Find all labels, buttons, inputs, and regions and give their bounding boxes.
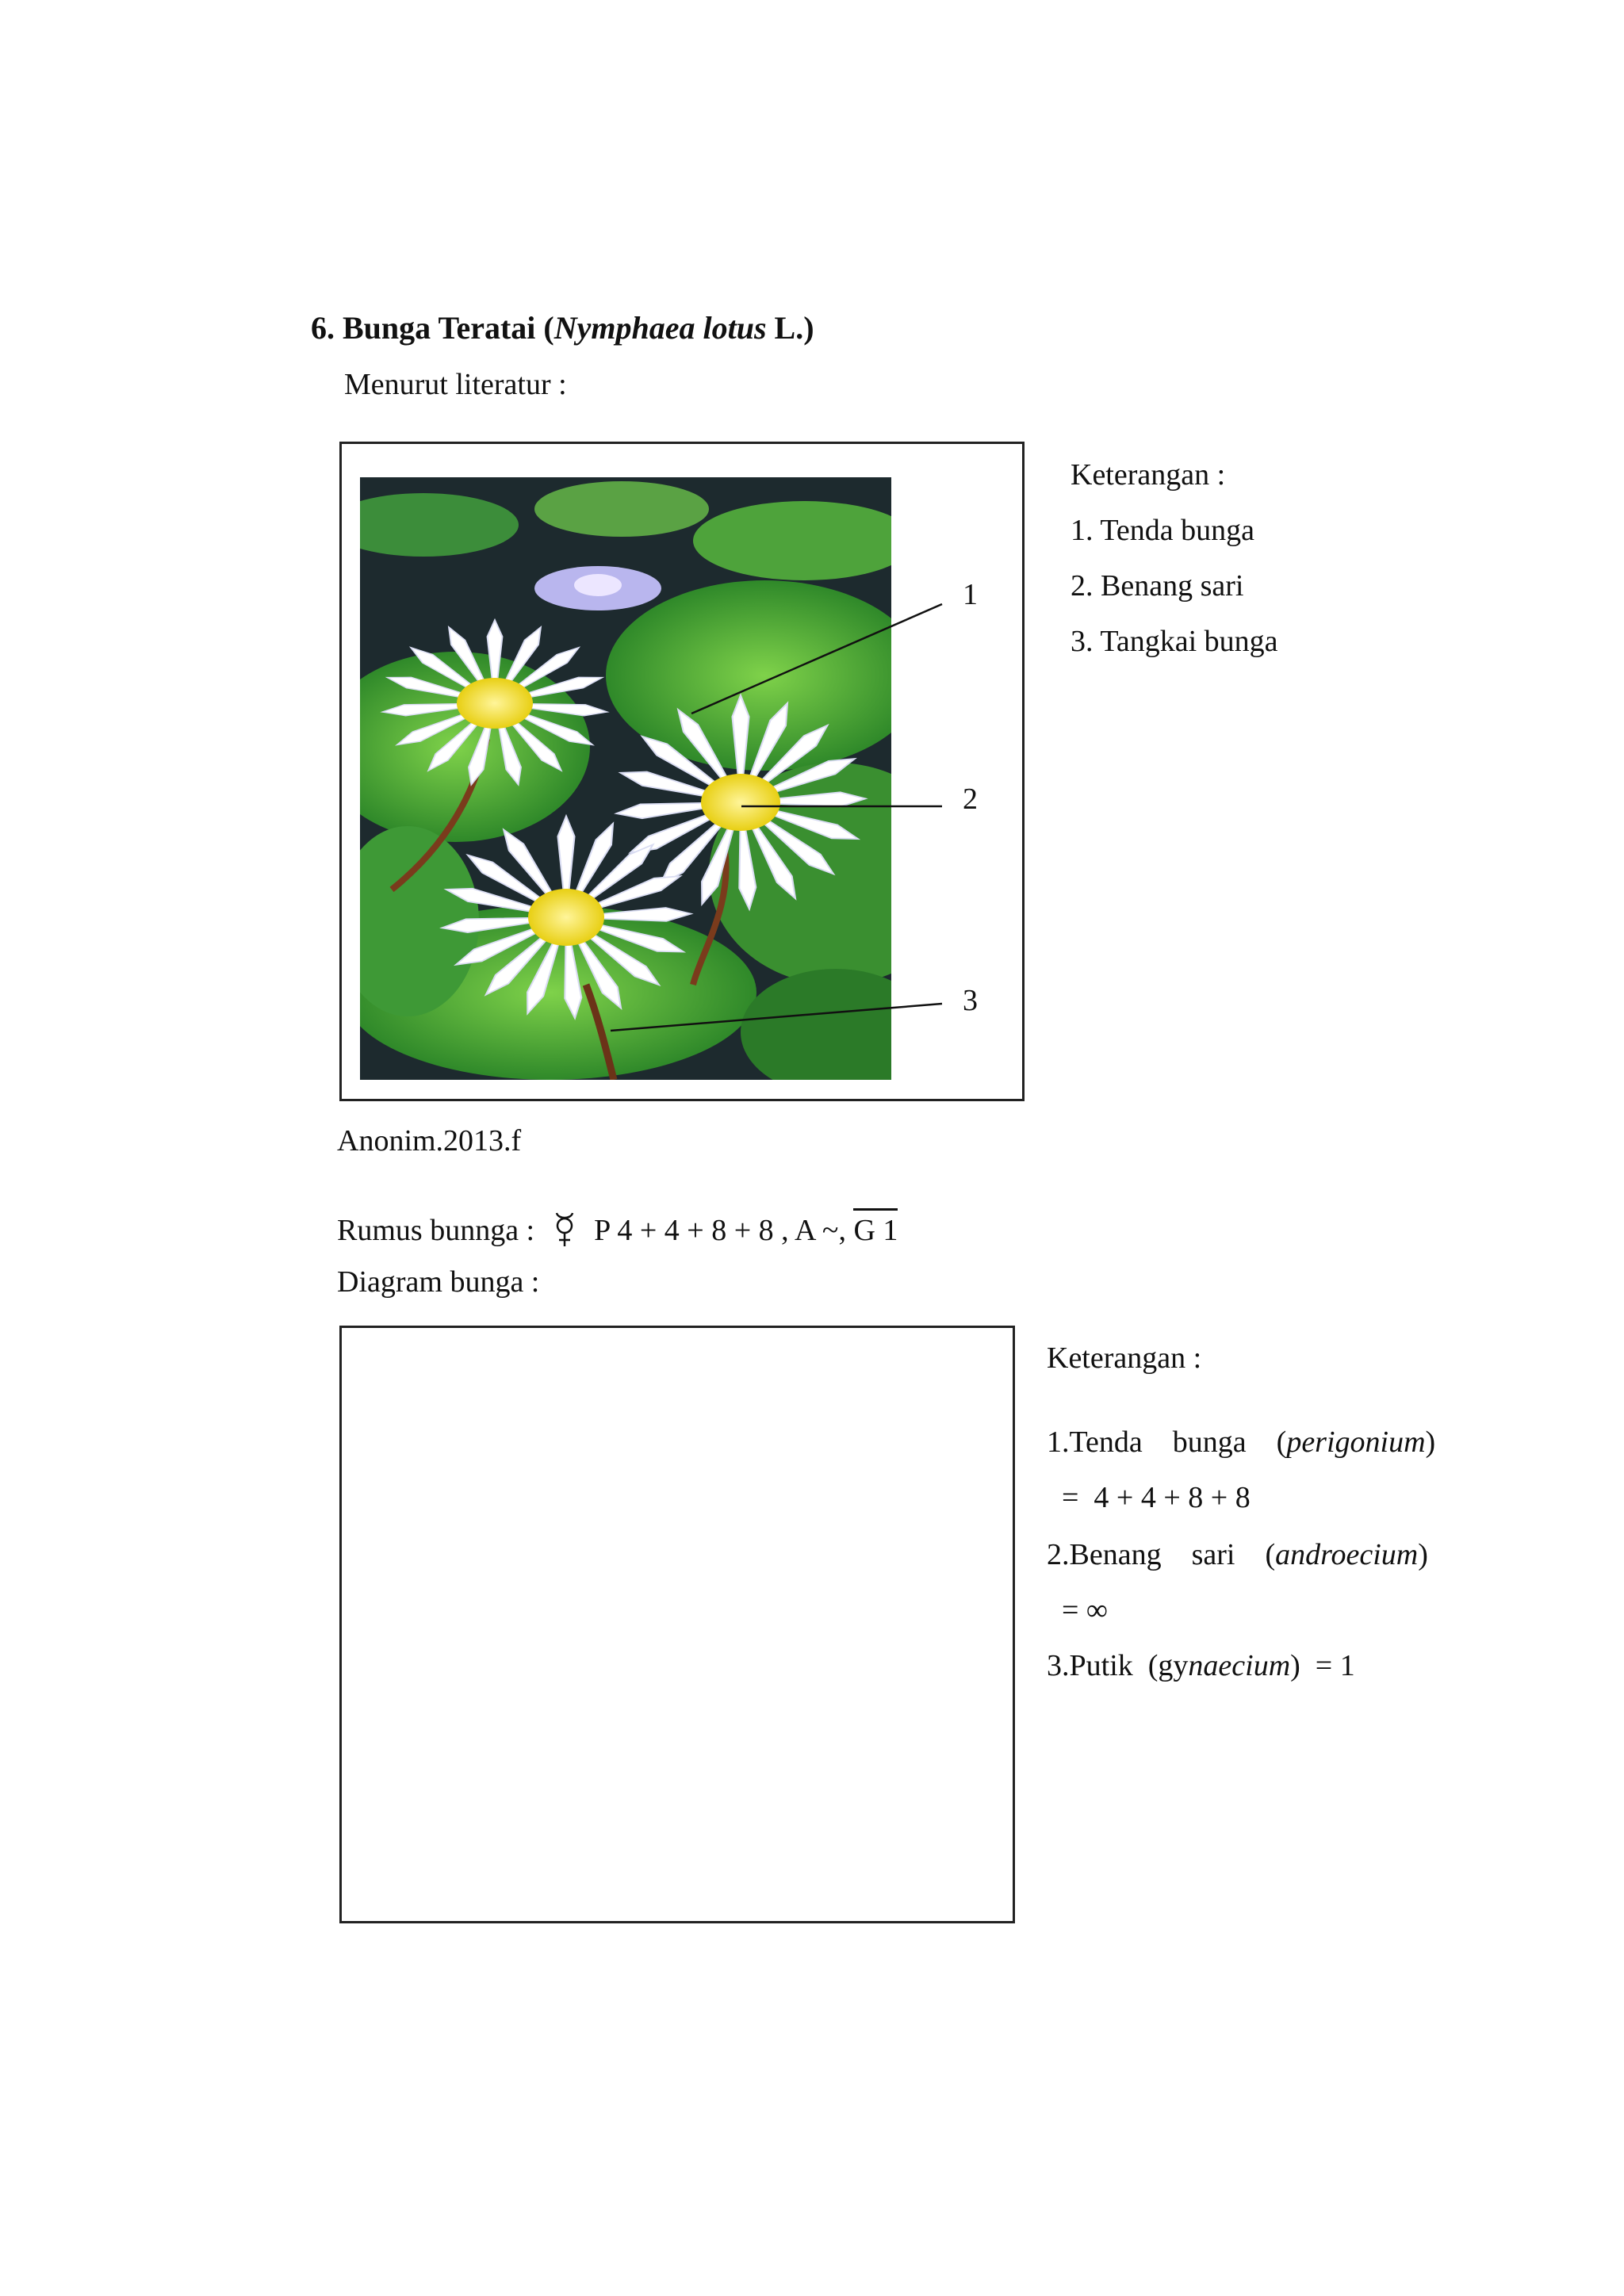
- distant-flower: [534, 566, 661, 610]
- callout-number-2: 2: [963, 783, 978, 816]
- section-heading: [311, 312, 814, 344]
- item-term: naecium: [1188, 1649, 1291, 1682]
- item-suffix: ): [1418, 1538, 1428, 1571]
- diagram-frame: [339, 1326, 1015, 1923]
- heading-prefix: 6. Bunga Teratai (: [311, 310, 554, 346]
- item-term: androecium: [1275, 1538, 1419, 1571]
- formula-gynoecium: G 1: [853, 1208, 898, 1247]
- keterangan2-item-gynaecium: [1047, 1651, 1355, 1681]
- heading-latin-name: Nymphaea lotus: [553, 310, 767, 346]
- lily-pad: [534, 481, 709, 537]
- keterangan2-item-perigonium-value: = 4 + 4 + 8 + 8: [1047, 1481, 1251, 1514]
- keterangan-item-benang-sari: 2. Benang sari: [1071, 569, 1244, 603]
- keterangan2-item-perigonium: [1047, 1427, 1435, 1457]
- keterangan-title-2: Keterangan :: [1047, 1341, 1202, 1375]
- keterangan-item-tangkai-bunga: 3. Tangkai bunga: [1071, 625, 1278, 658]
- item-suffix: ) = 1: [1290, 1649, 1355, 1682]
- flower-formula: [337, 1211, 898, 1248]
- diagram-label: Diagram bunga :: [337, 1265, 540, 1299]
- formula-label: Rumus bunnga :: [337, 1214, 535, 1247]
- heading-suffix: L.): [766, 310, 814, 346]
- item-suffix: ): [1425, 1425, 1436, 1459]
- formula-body: P 4 + 4 + 8 + 8 , A ~,: [594, 1214, 846, 1247]
- lotus-photo: [360, 477, 891, 1080]
- figure-source: Anonim.2013.f: [337, 1124, 522, 1158]
- item-prefix: 1.Tenda bunga (: [1047, 1425, 1287, 1459]
- intro-text: Menurut literatur :: [344, 368, 567, 401]
- keterangan-title-1: Keterangan :: [1071, 458, 1226, 492]
- bisexual-symbol-icon: [550, 1211, 579, 1248]
- item-prefix: 3.Putik (gy: [1047, 1649, 1189, 1682]
- item-term: perigonium: [1286, 1425, 1426, 1459]
- callout-number-3: 3: [963, 984, 978, 1017]
- callout-number-1: 1: [963, 578, 978, 611]
- keterangan-item-tenda-bunga: 1. Tenda bunga: [1071, 514, 1254, 547]
- keterangan2-item-androecium-value: = ∞: [1047, 1594, 1109, 1627]
- keterangan2-item-androecium: [1047, 1540, 1428, 1570]
- item-prefix: 2.Benang sari (: [1047, 1538, 1276, 1571]
